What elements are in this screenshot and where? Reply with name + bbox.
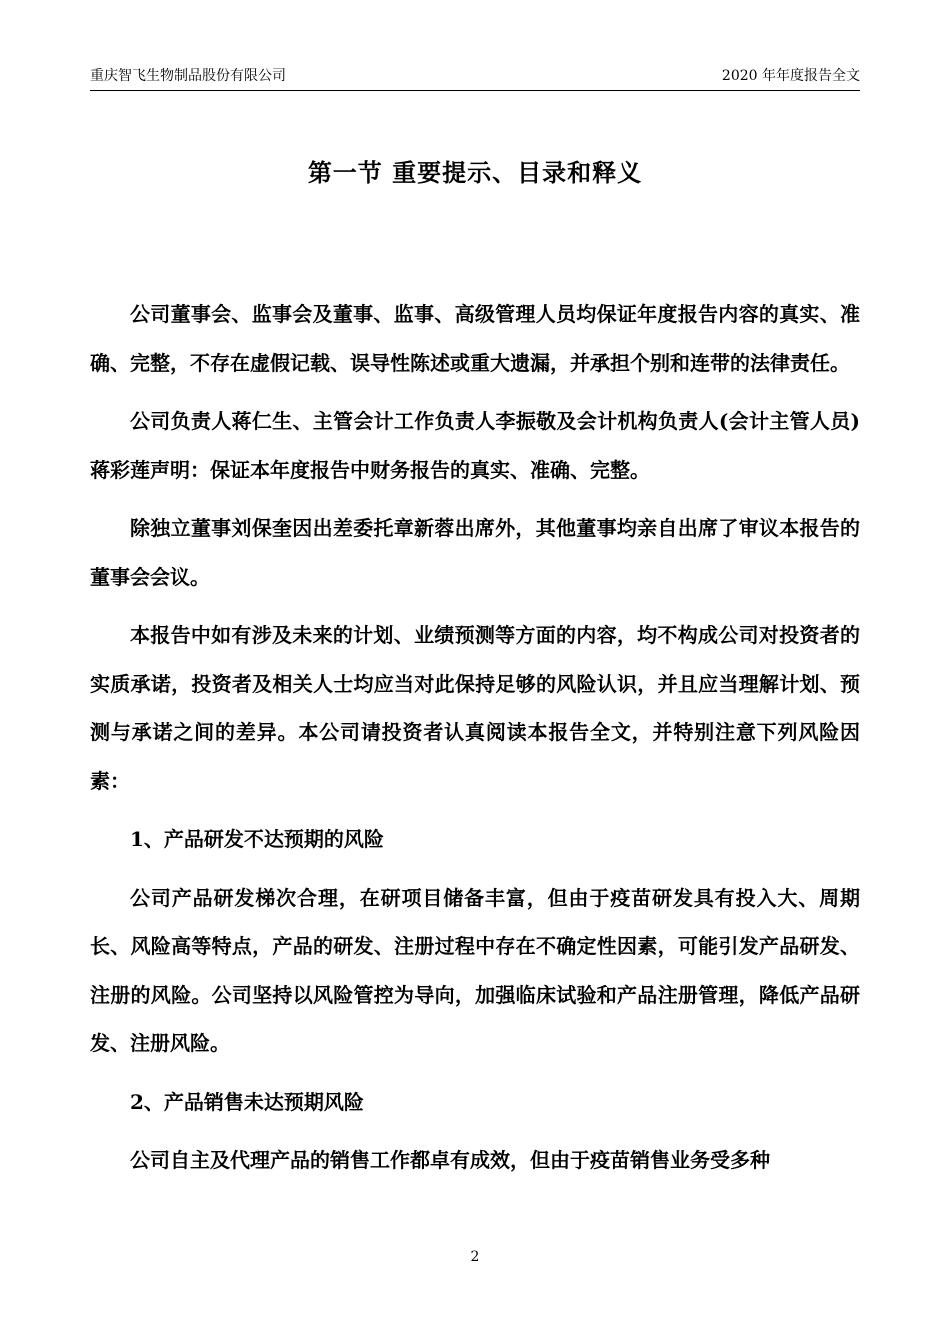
- paragraph-forward-looking-disclaimer: 本报告中如有涉及未来的计划、业绩预测等方面的内容，均不构成公司对投资者的实质承诺，投资者及相关人士均应当对此保持足够的风险认识，并且应当理解计划、预测与承诺之间的差异。本公司请投资者认真阅读本报告全文，并特别注意下列风险因素：: [90, 623, 860, 793]
- risk-heading-sales: 2、产品销售未达预期风险: [130, 1089, 364, 1114]
- header-company-name: 重庆智飞生物制品股份有限公司: [90, 68, 286, 84]
- header-report-title: 2020 年年度报告全文: [721, 68, 860, 84]
- paragraph-board-attendance: 除独立董事刘保奎因出差委托章新蓉出席外，其他董事均亲自出席了审议本报告的董事会会议。: [90, 516, 860, 589]
- document-body: [90, 290, 860, 1195]
- section-title: 第一节 重要提示、目录和释义: [307, 158, 643, 187]
- paragraph-sales-risk: 公司自主及代理产品的销售工作都卓有成效，但由于疫苗销售业务受多种: [130, 1148, 770, 1172]
- paragraph-financial-declaration: 公司负责人蒋仁生、主管会计工作负责人李振敬及会计机构负责人(会计主管人员)蒋彩莲声明：保证本年度报告中财务报告的真实、准确、完整。: [90, 409, 860, 482]
- page-number: 2: [470, 1249, 480, 1265]
- paragraph-responsibility-statement: 公司董事会、监事会及董事、监事、高级管理人员均保证年度报告内容的真实、准确、完整，不存在虚假记载、误导性陈述或重大遗漏，并承担个别和连带的法律责任。: [90, 302, 860, 375]
- page-header: [90, 66, 860, 91]
- risk-heading-rd: 1、产品研发不达预期的风险: [130, 827, 384, 851]
- paragraph-rd-risk: 公司产品研发梯次合理，在研项目储备丰富，但由于疫苗研发具有投入大、周期长、风险高等特点，产品的研发、注册过程中存在不确定性因素，可能引发产品研发、注册的风险。公司坚持以风险管控为导向，加强临床试验和产品注册管理，降低产品研发、注册风险。: [90, 885, 860, 1055]
